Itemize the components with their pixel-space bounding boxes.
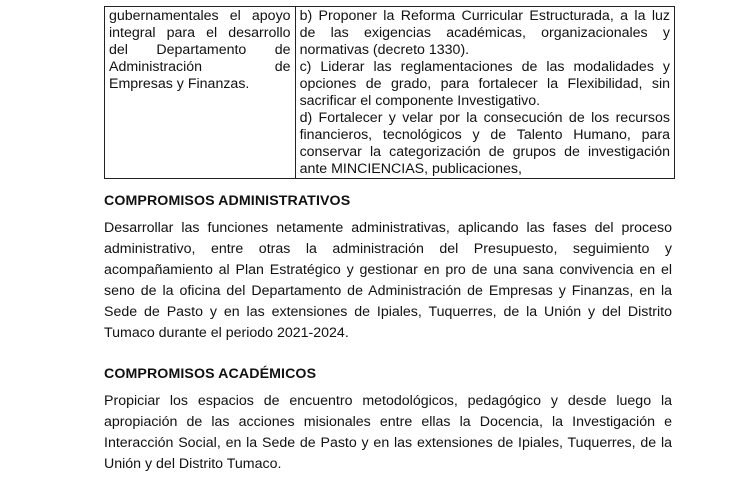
paragraph-line: Interacción Social, en la Sede de Pasto y en las extensiones de Ipiales, Tuquerres, de la xyxy=(104,435,672,451)
cell-text-line: Empresas y Finanzas. xyxy=(109,76,250,92)
cell-text-line: Administración de xyxy=(109,59,291,75)
paragraph-line: apropiación de las acciones misionales entre ellas la Docencia, la Investigación e xyxy=(104,414,672,430)
paragraph-line: acompañamiento al Plan Estratégico y gestionar en pro de una sana convivencia en el xyxy=(104,262,672,278)
table-cell-actions xyxy=(295,7,674,179)
paragraph-line: Sede de Pasto y en las extensiones de Ipiales, Tuquerres, de la Unión y del Distrito xyxy=(104,304,672,320)
cell-text-line: b) Proponer la Reforma Curricular Estructurada, a la luz xyxy=(299,8,670,24)
paragraph-line: seno de la oficina del Departamento de Administración de Empresas y Finanzas, en la xyxy=(104,283,672,299)
paragraph-line: Unión y del Distrito Tumaco. xyxy=(104,456,282,472)
cell-text-line: financieros, tecnológicos y de Talento Humano, para xyxy=(299,127,670,143)
section-heading-academic: COMPROMISOS ACADÉMICOS xyxy=(104,366,317,382)
cell-text-line: gubernamentales el apoyo xyxy=(109,8,291,24)
cell-text-line: opciones de grado, para fortalecer la Flexibilidad, sin xyxy=(299,76,670,92)
paragraph-administrative xyxy=(104,218,672,344)
paragraph-line: Propiciar los espacios de encuentro metodológicos, pedagógico y desde luego la xyxy=(104,393,672,409)
cell-text-line: ante MINCIENCIAS, publicaciones, xyxy=(299,161,522,177)
cell-text-line: de las exigencias académicas, organizacionales y xyxy=(299,25,670,41)
table-row xyxy=(105,7,675,179)
cell-text-line: del Departamento de xyxy=(109,42,291,58)
cell-text-line: sacrificar el componente Investigativo. xyxy=(299,93,541,109)
section-heading-administrative: COMPROMISOS ADMINISTRATIVOS xyxy=(104,193,351,209)
cell-text-line: c) Liderar las reglamentaciones de las modalidades y xyxy=(299,59,670,75)
cell-text-line: conservar la categorización de grupos de investigación xyxy=(299,144,670,160)
cell-text-line: integral para el desarrollo xyxy=(109,25,291,41)
plan-table xyxy=(104,6,675,179)
paragraph-line: Desarrollar las funciones netamente administrativas, aplicando las fases del proceso xyxy=(104,220,672,236)
paragraph-line: administrativo, entre otras la administración del Presupuesto, seguimiento y xyxy=(104,241,672,257)
table-cell-objective xyxy=(105,7,296,179)
cell-text-line: d) Fortalecer y velar por la consecución de los recursos xyxy=(299,110,670,126)
paragraph-academic xyxy=(104,391,672,475)
cell-text-line: normativas (decreto 1330). xyxy=(299,42,470,58)
paragraph-line: Tumaco durante el periodo 2021-2024. xyxy=(104,325,349,341)
